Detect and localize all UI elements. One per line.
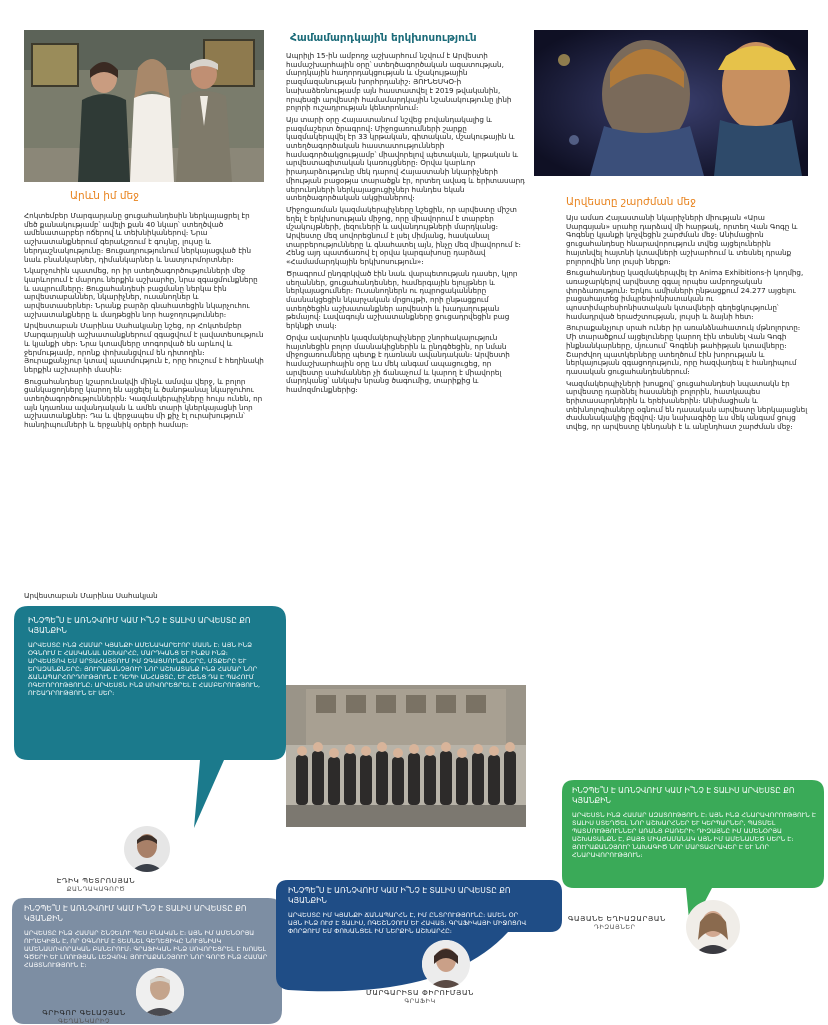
bubble2-person xyxy=(24,1008,144,1025)
bubble1-text: ԱՐՎԵՍՏԸ ԻՆՁ ՀԱՄԱՐ ԿՅԱՆՔԻ ԱՄԵՆԱԿԱՐԵՒՈՐ ՄԱՍՆ Է։ ԱՅՆ ԻՆՁ ՕԳՆՈՒՄ Է ՀԱՍԿԱՆԱԼ ԱՇԽԱՐՀԸ, ՄԱՐԴԿԱՆՑ ԵՒ ԻՆՔՍ ԻՆՁ։ ԱՐՎԵՍՏՈՎ ԵՄ ԱՐՏԱՀԱՅՏՈՒՄ ԻՄ ԶԳԱՑՄՈՒՆՔՆԵՐԸ, ՄՏՔԵՐԸ ԵՒ ԵՐԱԶԱՆՔՆԵՐԸ։ ՅՈՒՐԱՔԱՆՉՅՈՒՐ ՆՈՐ ԱՇԽԱՏԱՆՔ ԻՆՁ ՀԱՄԱՐ ՆՈՐ ՃԱՆԱՊԱՐՀՈՐԴՈՒԹՅՈՒՆ Է ԴԵՊԻ ԱՆՀԱՅՏԸ, ԵՒ ՀԵՆՑ ԴԱ Է ՊԱՀՈՒՄ ՈԳԵՒՈՐՈՒԹՅՈՒՆԸ։ ԱՐՎԵՍՏՆ ԻՆՁ ՍՈՎՈՐԵՑՐԵԼ Է ՀԱՄԲԵՐՈՒԹՅՈՒՆ, ՈՒՇԱԴՐՈՒԹՅՈՒՆ ԵՒ ՍԵՐ։ xyxy=(28,641,261,697)
bubble2-title: ԻՆՉՊԵ՞Ս Է ԱՌՆՉՎՈՒՄ ԿԱՄ Ի՞ՆՉ Է ՏԱԼԻՍ ԱՐՎԵՍՏԸ ՔՈ ԿՅԱՆՔԻՆ xyxy=(24,904,247,923)
bubble4-text: ԱՐՎԵՍՏՆ ԻՆՁ ՀԱՄԱՐ ԱԶԱՏՈՒԹՅՈՒՆ Է։ ԱՅՆ ԻՆՁ ՀՆԱՐԱՎՈՐՈՒԹՅՈՒՆ Է ՏԱԼԻՍ ՍՏԵՂԾԵԼ ՆՈՐ ԱՇԽԱՐՀՆԵՐ ԵՒ ԿԵՐՊԱՐՆԵՐ, ՊԱՏՄԵԼ ՊԱՏՄՈՒԹՅՈՒՆՆԵՐ ԱՌԱՆՑ ԲԱՌԵՐԻ։ ԴԻԶԱՅՆԸ ԻՄ ԱՄԵՆՕՐՅԱ ԱՇԽԱՏԱՆՔՆ Է, ԲԱՅՑ ՄԻԱԺԱՄԱՆԱԿ ԱՅՆ ԻՄ ԱՄԵՆԱՄԵԾ ՍԵՐՆ Է։ ՅՈՒՐԱՔԱՆՉՅՈՒՐ ՆԱԽԱԳԻԾ ՆՈՐ ՄԱՐՏԱՀՐԱՎԵՐ Է ԵՒ ՆՈՐ ՀՆԱՐԱՎՈՐՈՒԹՅՈՒՆ։ xyxy=(572,811,816,859)
bubble4-name: ԳԱՅԱՆԵ ԵՂԻԱԶԱՐՅԱՆ xyxy=(568,914,666,923)
group-photo xyxy=(286,685,526,827)
bubble3-name: ՄԱՐԳԱՐԻՏԱ ՓԻՐՈՒՄՅԱՆ xyxy=(366,988,474,997)
bubble2-role: ԳԵՂԱՆԿԱՐԻՉ xyxy=(58,1017,110,1025)
col3-heading: Արվեստը շարժման մեջ xyxy=(566,196,696,208)
avatar xyxy=(124,826,170,872)
col3-paragraph: Ցուցահանդեսը կազմակերպվել էր Anima Exhibitions-ի կողմից, առաջարկելով արվեստը զգալ որպես ամբողջական փորձառություն։ Երկու ամիսների ընթացքում 24.277 այցելու բացահայտեց իմպրեսիոնիստական ու պոստիմպրեսիոնիստական կտավների գեղեցկությունը՝ համադրված երաժշտության, լույսի և ձայնի հետ։ xyxy=(566,268,804,321)
col1-heading: Արևն իմ մեջ xyxy=(70,190,140,202)
bubble3-person xyxy=(330,988,510,1005)
col1-paragraph: Արվեստաբան Մարինա Սահակյանը նշեց, որ Հոկտեմբեր Մարգարյանի աշխատանքներում զգացվում է լավատեսություն և կյանքի սեր։ Նրա կտավները տոգորված են արևով և ջերմությամբ, որոնք փոխանցվում են դիտողին։ Յուրաքանչյուր կտավ պատմություն է, որը հուշում է հեղինակի ներքին աշխարհի մասին։ xyxy=(24,321,264,374)
bubble4-person xyxy=(568,914,804,931)
bubble2-name: ԳՐԻԳՈՐ ԳԵԼԱՉՅԱՆ xyxy=(42,1008,126,1017)
avatar xyxy=(422,940,470,988)
bubble4-role: ԴԻԶԱՅՆԵՐ xyxy=(594,923,636,931)
gallery-opening-photo xyxy=(24,30,264,182)
col1-paragraph: Հոկտեմբեր Մարգարյանը ցուցահանդեսին ներկայացրել էր մեծ քանակությամբ՝ ավելի քան 40 նկար՝ ստեղծված ամենատարբեր ոճերով և տեխնիկաներով։ Նրա աշխատանքներում գերակշռում է գույնը, լույսը և ներդաշնակությունը։ Ցուցադրությունում ներկայացված էին նաև բնանկարներ, դիմանկարներ և նատյուրմորտներ։ xyxy=(24,212,252,264)
bubble1-name: ԷԴԻԿ ՊԵՏՐՈՍՅԱՆ xyxy=(56,876,136,885)
col1-paragraph: Ցուցահանդեսը կշարունակվի մինչև ամսվա վերջ, և բոլոր ցանկացողները կարող են այցելել և ծանոթանալ նկարչուհու ստեղծագործություններին։ Կազմակերպիչները հույս ունեն, որ այն կդառնա ավանդական և ամեն տարի կներկայացնի նոր աշխատանքներ։ Դա և վերջապես մի քիչ էլ ուրախություն՝ հանդիպումների և երջանիկ օրերի համար։ xyxy=(24,376,263,430)
bubble3-role: ԳՐԱՖԻԿ xyxy=(404,997,436,1005)
col2-paragraph: Ապրիլի 15-ին ամբողջ աշխարհում նշվում է Արվեստի համաշխարհային օրը՝ ստեղծագործական ազատության, մարդկային հաղորդակցության և մշակույթային բազմազանության խորհրդանիշ։ ՅՈՒՆԵՍԿՕ-ի նախաձեռնությամբ այն հաստատվել է 2019 թվականին, որպեսզի արվեստի համամարդկային նշանակությունը լինի բոլորի ուշադրության կենտրոնում։ xyxy=(286,52,512,113)
col2-paragraph: Ծրագրում ընդգրկված էին նաև վարպետության դասեր, կլոր սեղաններ, ցուցահանդեսներ, համերգային ելույթներ և ներկայացումներ։ Ուսանողներն ու դպրոցականները մասնակցեցին նկարչական մրցույթի, որի ընթացքում ստեղծեցին աշխատանքներ արվեստի և խաղաղության թեմայով։ Լավագույն աշխատանքները ցուցադրվեցին բաց երկնքի տակ։ xyxy=(286,268,518,331)
col2-text xyxy=(286,52,526,674)
col2-paragraph: Այս տարի օրը Հայաստանում նշվեց բովանդակալից և բազմաշերտ ծրագրով։ Միջոցառումների շարքը կազմակերպվել էր 33 կրթական, գիտական, մշակութային և ստեղծագործական հաստատությունների համագործակցությամբ՝ միավորելով պետական, կրթական և արվեստագիտական կառույցները։ Օրվա կարևոր իրադարձությունը մեկ դարով Հայաստանի նկարիչների միության բացօթյա տարածքն էր, որտեղ ավագ և երիտասարդ սերունդների ներկայացուցիչներ հանդես եկան ստեղծագործական ակցիաներով։ xyxy=(286,114,525,203)
bubble3-title: ԻՆՉՊԵ՞Ս Է ԱՌՆՉՎՈՒՄ ԿԱՄ Ի՞ՆՉ Է ՏԱԼԻՍ ԱՐՎԵՍՏԸ ՔՈ ԿՅԱՆՔԻՆ xyxy=(288,886,511,905)
bubble4-content xyxy=(572,786,816,882)
col3-paragraph: Կազմակերպիչների խոսքով՝ ցուցահանդեսի նպատակն էր արվեստը դարձնել հասանելի բոլորին, հատկապես երիտասարդներին և երեխաներին։ Անիմացիան և տեխնոլոգիաները օգնում են դասական արվեստը ներկայացնել ժամանակակից լեզվով։ Այս նախագիծը ևս մեկ անգամ ցույց տվեց, որ արվեստը կենդանի է և անընդհատ շարժման մեջ։ xyxy=(566,378,808,432)
bubble3-content xyxy=(288,886,528,946)
col2-paragraph: Միջոցառման կազմակերպիչները նշեցին, որ արվեստը միշտ եղել է երկխոսության միջոց, որը միավորում է տարբեր մշակույթների, լեզուների և ավանդույթների մարդկանց։ Արվեստը մեզ սովորեցնում է լսել միմյանց, հասկանալ տարբերությունները և գնահատել այն, ինչը մեզ միավորում է։ Հենց այդ պատճառով էլ օրվա կարգախոսը դարձավ «Համամարդկային երկխոսություն»։ xyxy=(286,204,521,267)
bubble4-title: ԻՆՉՊԵ՞Ս Է ԱՌՆՉՎՈՒՄ ԿԱՄ Ի՞ՆՉ Է ՏԱԼԻՍ ԱՐՎԵՍՏԸ ՔՈ ԿՅԱՆՔԻՆ xyxy=(572,786,795,805)
col1-paragraph: Նկարչուհին պատմեց, որ իր ստեղծագործությունների մեջ կարևորում է մարդու ներքին աշխարհը, նրա զգացմունքները և ապրումները։ Ցուցահանդեսի բացմանը ներկա էին արվեստաբաններ, նկարիչներ, ուսանողներ և արվեստասերներ։ Նրանք բարձր գնահատեցին նկարչուհու աշխատանքները և մաղթեցին նոր հաջողություններ։ xyxy=(24,266,258,319)
bubble3-text: ԱՐՎԵՍՏԸ ԻՄ ԿՅԱՆՔԻ ՃԱՆԱՊԱՐՀՆ Է, ԻՄ ԸՆՏՐՈՒԹՅՈՒՆԸ։ ԱՄԵՆ ՕՐ ԱՅՆ ԻՆՁ ՈՒԺ Է ՏԱԼԻՍ, ՈԳԵՇՆՉՈՒՄ ԵՒ ՀԱՎԱՏ։ ԳՐԱՖԻԿԱՅԻ ՄԻՋՈՑՈՎ ՓՈՐՁՈՒՄ ԵՄ ՓՈԽԱՆՑԵԼ ԻՄ ՆԵՐՔԻՆ ԱՇԽԱՐՀԸ։ xyxy=(288,911,527,935)
col2-heading: Համամարդկային երկխոսություն xyxy=(290,32,477,44)
bubble1-role: ՔԱՆԴԱԿԱԳՈՐԾ xyxy=(66,885,126,893)
bubble1-person xyxy=(36,876,156,893)
bubble2-text: ԱՐՎԵՍՏԸ ԻՆՁ ՀԱՄԱՐ ՇՆՉԵԼՈՒ ՊԵՍ ԲՆԱԿԱՆ Է։ ԱՅՆ ԻՄ ԱՄԵՆՕՐՅԱ ՈՒՂԵԿԻՑՆ Է, ՈՐ ՕԳՆՈՒՄ Է ՏԵՍՆԵԼ ԳԵՂԵՑԻԿԸ ՆՈՒՅՆԻՍԿ ԱՄԵՆԱՍՈՎՈՐԱԿԱՆ ԲԱՆԵՐՈՒՄ։ ԳՐԱՖԻԿԱՆ ԻՆՁ ՍՈՎՈՐԵՑՐԵԼ Է ԽՈՍԵԼ ԳԾԵՐԻ ԵՒ ԼՌՈՒԹՅԱՆ ԼԵԶՎՈՎ։ ՅՈՒՐԱՔԱՆՉՅՈՒՐ ՆՈՐ ԳՈՐԾ ԻՆՁ ՀԱՄԱՐ ՀԱՅՏՆՈՒԹՅՈՒՆ Է։ xyxy=(24,929,268,969)
col3-paragraph: Այս ամառ Հայաստանի նկարիչների միության «Արա Սարգսյան» սրահը դարձավ մի հարթակ, որտեղ Վան Գոգը և Գոգենը կյանքի կոչվեցին շարժման մեջ։ Անիմացիոն ցուցահանդեսը հնարավորություն տվեց այցելուներին հայտնվել հայտնի կտավների աշխարհում և տեսնել դրանք բոլորովին նոր լույսի ներքո։ xyxy=(566,214,798,266)
col3-paragraph: Յուրաքանչյուր սրահ ուներ իր առանձնահատուկ մթնոլորտը։ Մի տարածքում այցելուները կարող էին տեսնել Վան Գոգի ինքնանկարները, մյուսում՝ Գոգենի թահիթյան կտավները։ Շարժվող պատկերները ստեղծում էին խորության և ներկայության զգացողություն, որը հազվադեպ է հանդիպում դասական ցուցահանդեսներում։ xyxy=(566,323,801,376)
col3-text xyxy=(566,214,808,734)
col1-signature: Արվեստաբան Մարինա Սահակյան xyxy=(24,591,158,600)
bubble1-content xyxy=(28,616,264,750)
col1-text xyxy=(24,212,264,584)
bubble1-title: ԻՆՉՊԵ՞Ս Է ԱՌՆՉՎՈՒՄ ԿԱՄ Ի՞ՆՉ Է ՏԱԼԻՍ ԱՐՎԵՍՏԸ ՔՈ ԿՅԱՆՔԻՆ xyxy=(28,616,251,635)
animated-van-gogh-photo xyxy=(534,30,808,176)
col2-paragraph: Օրվա ավարտին կազմակերպիչները շնորհակալություն հայտնեցին բոլոր մասնակիցներին և ընդգծեցին, որ նման միջոցառումները պետք է դառնան ավանդական։ Արվեստի համաշխարհային օրը ևս մեկ անգամ ապացուցեց, որ արվեստը սահմաններ չի ճանաչում և կարող է միավորել մարդկանց՝ անկախ նրանց ծագումից, տարիքից և համոզմունքներից։ xyxy=(286,332,510,395)
